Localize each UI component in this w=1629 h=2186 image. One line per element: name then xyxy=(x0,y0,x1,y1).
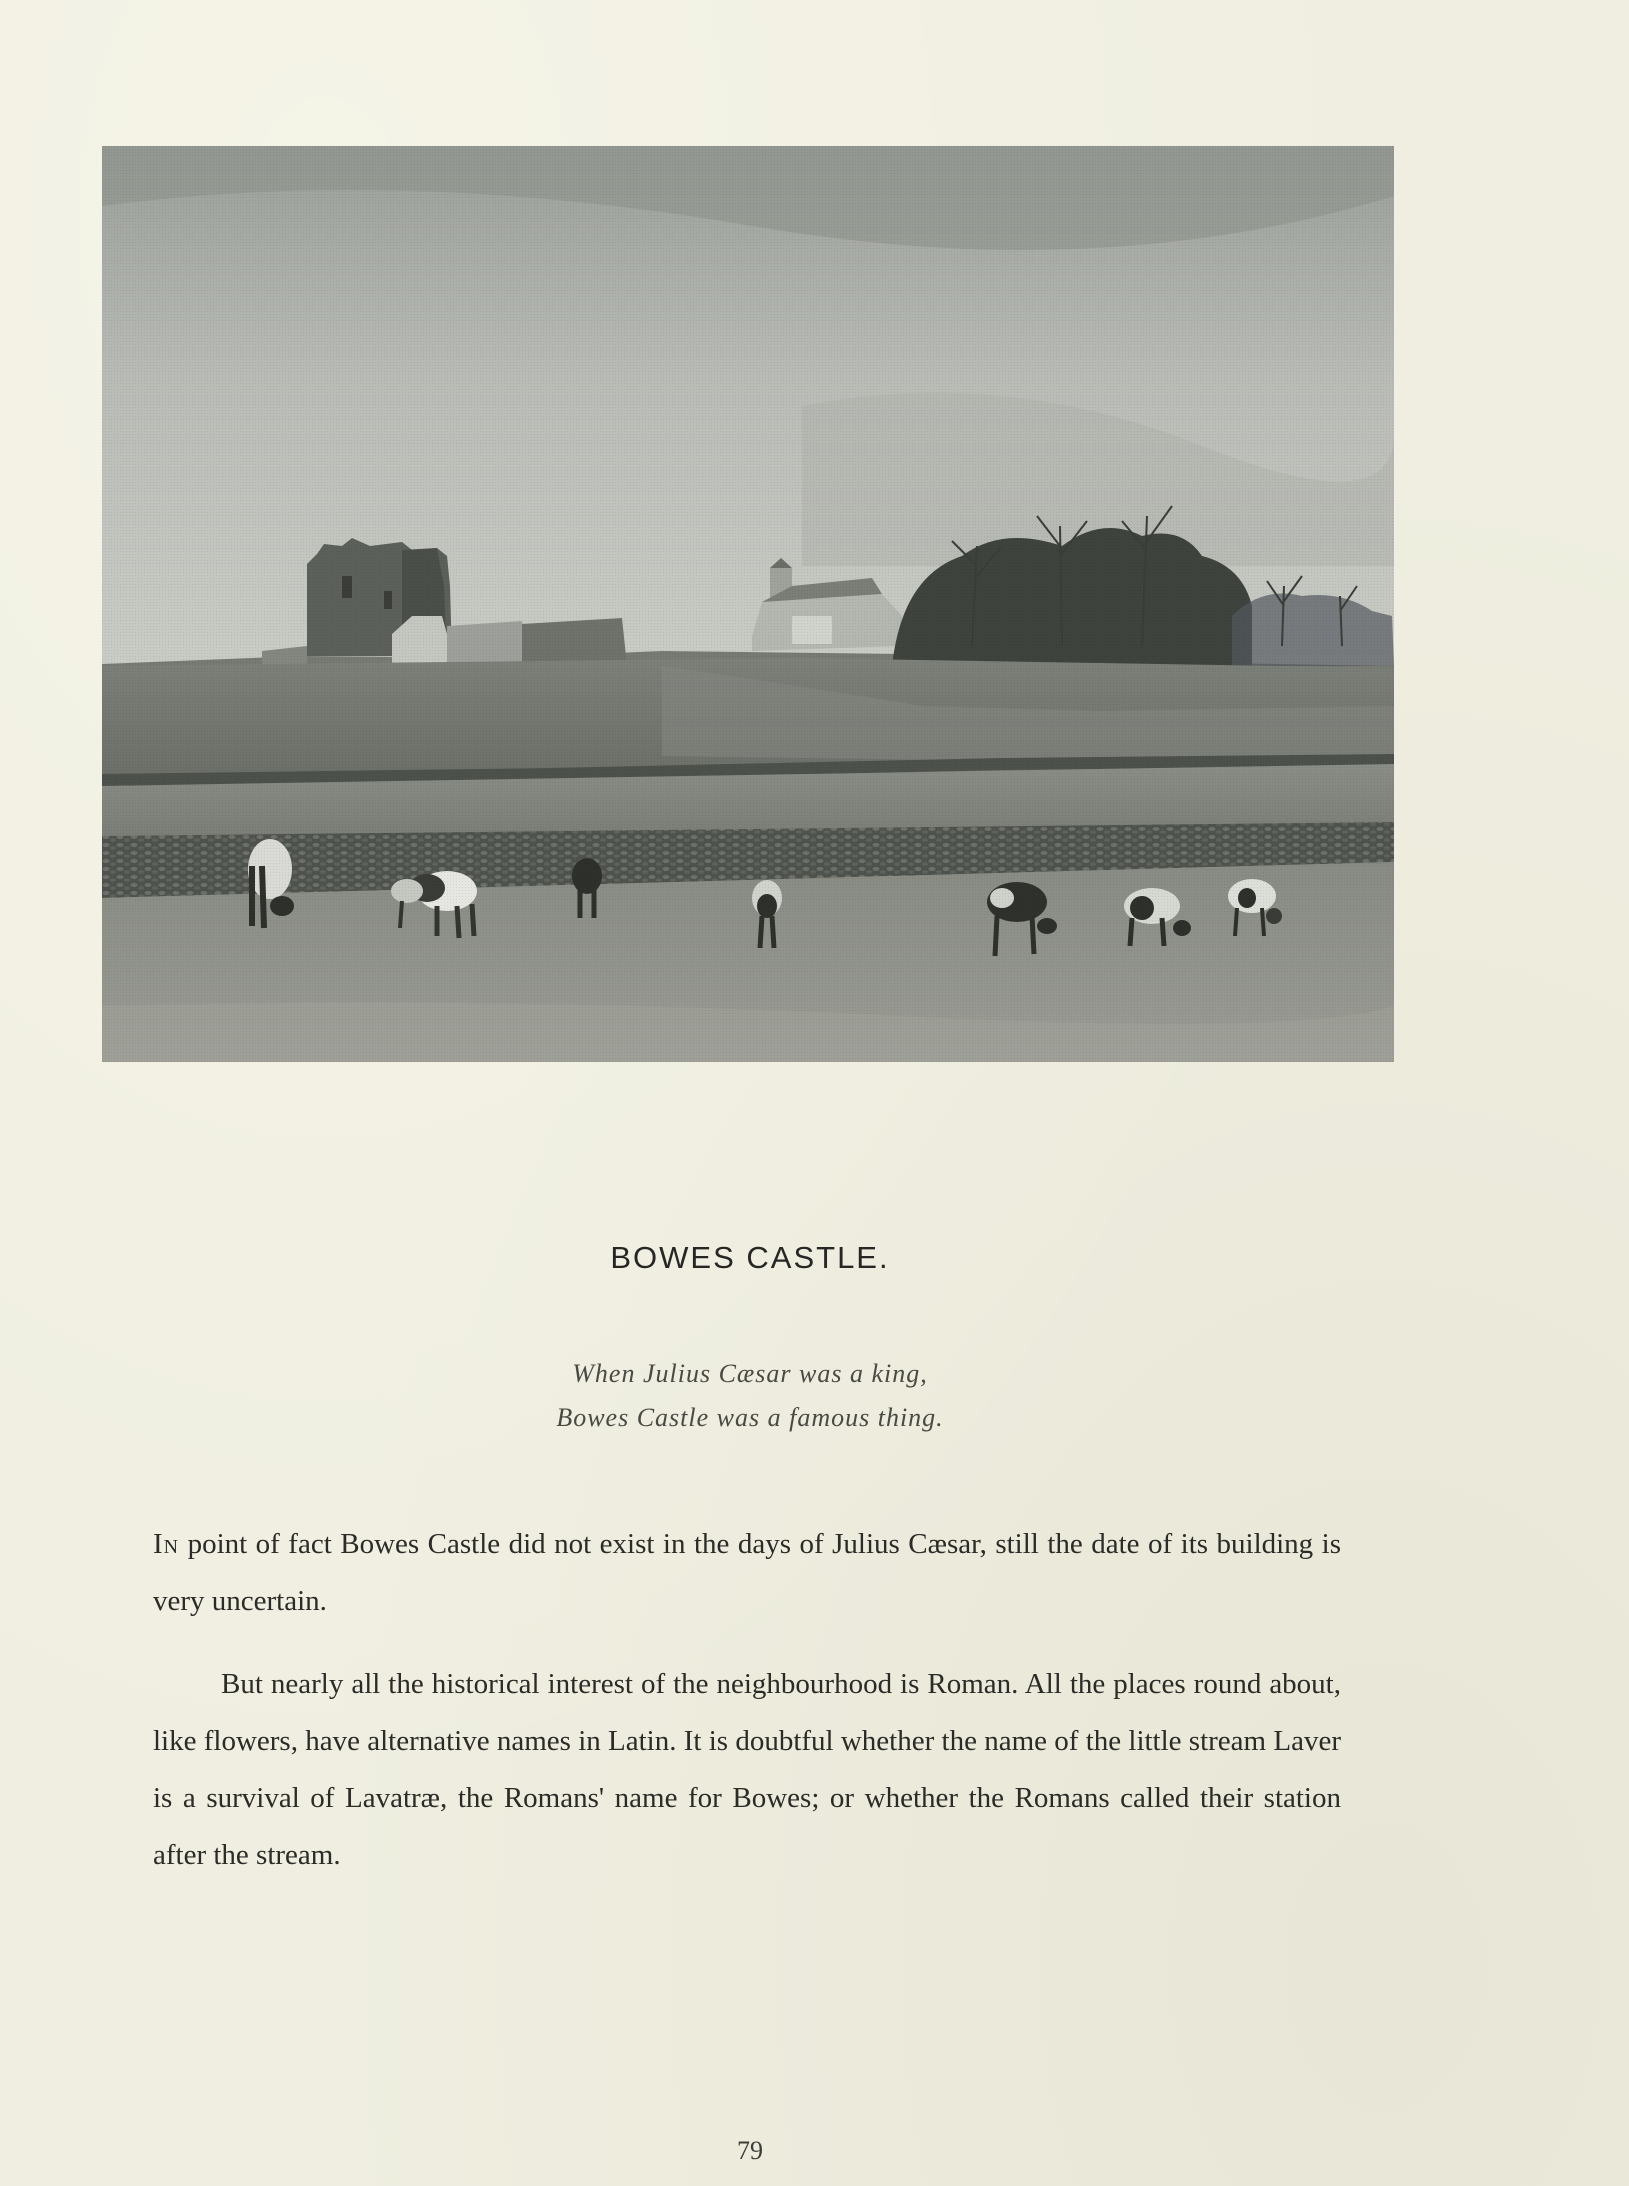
landscape-photograph xyxy=(102,146,1394,1062)
page-number: 79 xyxy=(737,2136,763,2165)
paragraph-2: But nearly all the historical interest of the neighbourhood is Roman. All the places round about, like flowers, have alternative names in Latin. It is doubtful whether the name of the little stream Laver is a survival of Lavatræ, the Romans' name for Bowes; or whether the Romans called their station after the stream. xyxy=(153,1668,1341,1871)
body-text xyxy=(153,1516,1341,1910)
plate-caption: BOWES CASTLE. xyxy=(610,1240,890,1275)
paragraph-1 xyxy=(153,1516,1341,1630)
drop-word: In xyxy=(153,1528,180,1560)
photo-plate xyxy=(102,146,1394,1062)
verse-line-1: When Julius Cæsar was a king, xyxy=(572,1359,928,1388)
paragraph-1-text: point of fact Bowes Castle did not exist in the days of Julius Cæsar, still the date of its building is very uncertain. xyxy=(153,1528,1341,1617)
verse-line-2: Bowes Castle was a famous thing. xyxy=(556,1403,944,1432)
epigraph-verse xyxy=(0,1352,1500,1440)
